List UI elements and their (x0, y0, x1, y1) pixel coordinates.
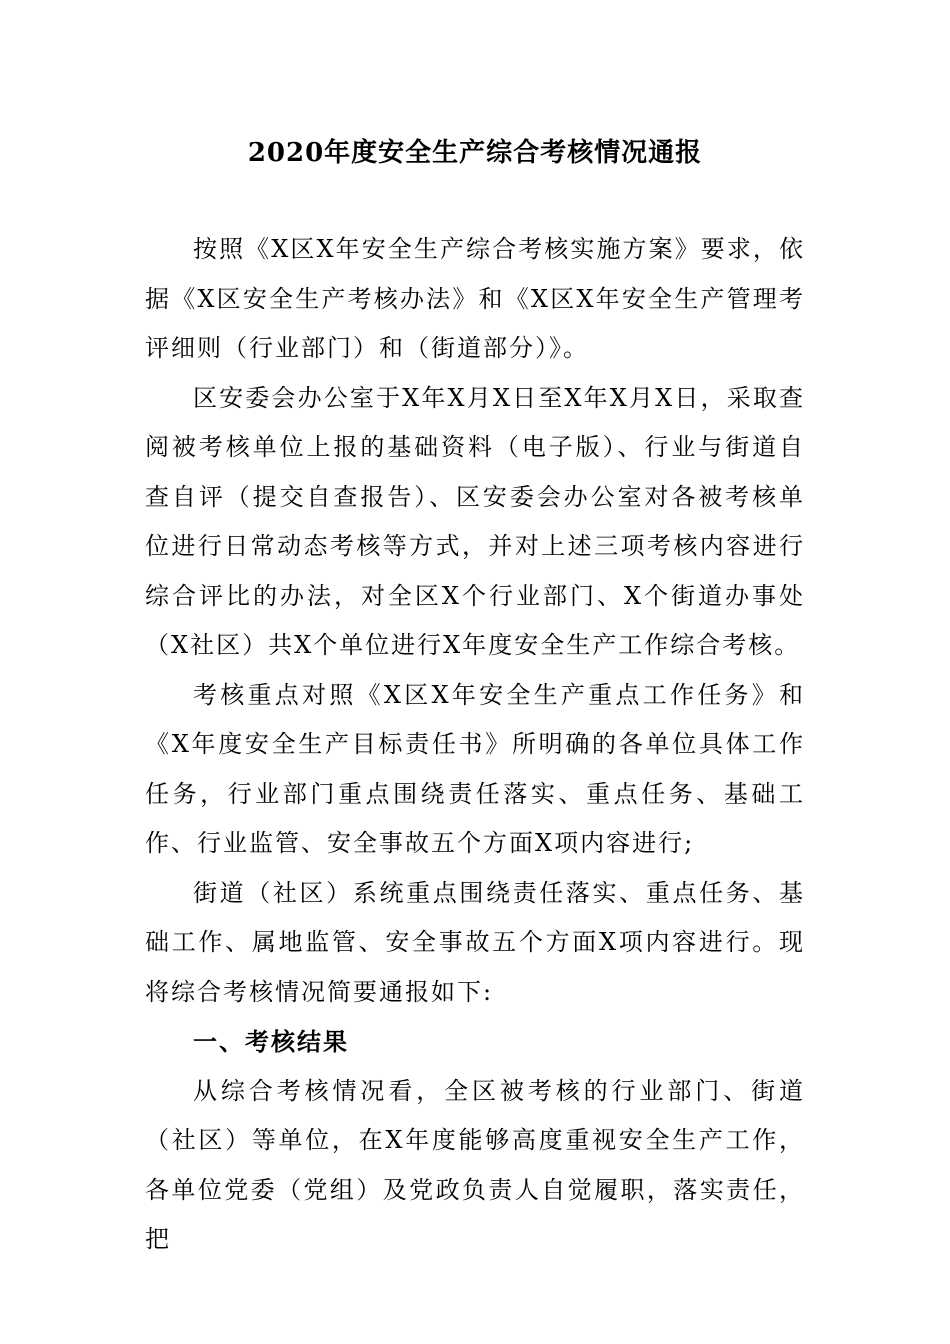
paragraph-results: 从综合考核情况看，全区被考核的行业部门、街道（社区）等单位，在X年度能够高度重视安全生产工作，各单位党委（党组）及党政负责人自觉履职，落实责任，把 (145, 1076, 805, 1253)
section-heading-results: 一、考核结果 (193, 1027, 349, 1056)
document-title: 2020年度安全生产综合考核情况通报 (247, 138, 703, 168)
paragraph-method: 区安委会办公室于X年X月X日至X年X月X日，采取查阅被考核单位上报的基础资料（电子版）、行业与街道自查自评（提交自查报告）、区安委会办公室对各被考核单位进行日常动态考核等方式，并对上述三项考核内容进行综合评比的办法，对全区X个行业部门、X个街道办事处（X社区）共X个单位进行X年度安全生产工作综合考核。 (145, 383, 805, 659)
paragraph-focus-streets: 街道（社区）系统重点围绕责任落实、重点任务、基础工作、属地监管、安全事故五个方面X项内容进行。现将综合考核情况简要通报如下: (145, 878, 805, 1006)
document-body (145, 225, 805, 1265)
paragraph-basis: 按照《X区X年安全生产综合考核实施方案》要求，依据《X区安全生产考核办法》和《X区X年安全生产管理考评细则（行业部门）和（街道部分）》。 (145, 235, 805, 362)
paragraph-focus-departments: 考核重点对照《X区X年安全生产重点工作任务》和《X年度安全生产目标责任书》所明确的各单位具体工作任务，行业部门重点围绕责任落实、重点任务、基础工作、行业监管、安全事故五个方面X项内容进行; (145, 680, 805, 857)
